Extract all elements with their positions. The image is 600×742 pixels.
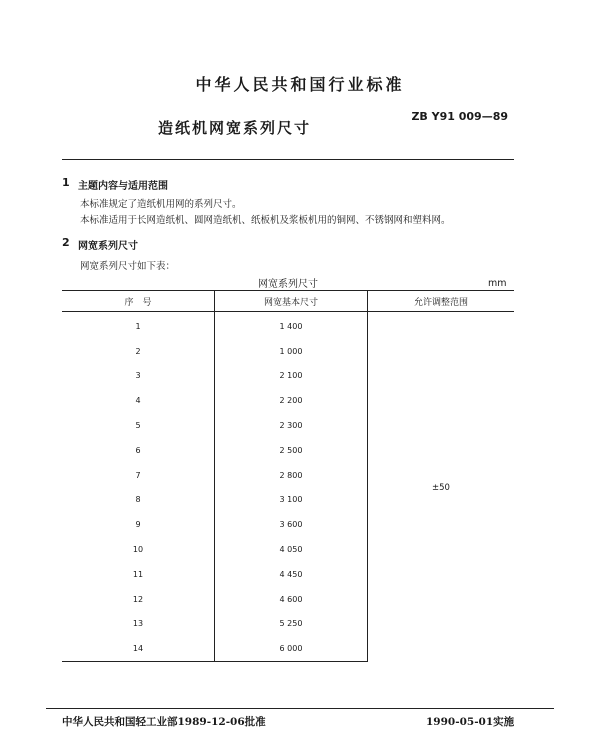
row-width: 2 100	[215, 364, 368, 389]
row-number: 7	[135, 470, 141, 480]
tolerance-value: ±50	[368, 312, 515, 662]
row-number: 13	[132, 619, 144, 629]
row-width: 4 450	[215, 562, 368, 587]
row-width: 4 050	[215, 537, 368, 562]
row-width: 6 000	[215, 636, 368, 661]
section-2-paragraph-1: 网宽系列尺寸如下表：	[80, 261, 176, 272]
table-caption: 网宽系列尺寸	[258, 279, 318, 290]
row-width: 3 600	[215, 512, 368, 537]
column-header-basic-width: 网宽基本尺寸	[215, 291, 368, 312]
row-width: 2 500	[215, 438, 368, 463]
table-unit: mm	[488, 278, 507, 289]
row-number: 6	[135, 445, 141, 455]
row-number: 5	[135, 421, 141, 431]
row-number: 3	[135, 371, 141, 381]
footer-divider	[46, 708, 554, 709]
row-number: 11	[132, 569, 144, 579]
row-width: 4 600	[215, 587, 368, 612]
row-width: 2 800	[215, 463, 368, 488]
approval-line: 中华人民共和国轻工业部1989-12-06批准	[62, 716, 266, 728]
standard-code: ZB Y91 009—89	[411, 110, 508, 123]
section-2-number: 2	[62, 236, 70, 249]
standard-category: 中华人民共和国行业标准	[195, 75, 405, 94]
row-width: 5 250	[215, 612, 368, 637]
section-2-title: 网宽系列尺寸	[78, 241, 138, 252]
row-number: 8	[135, 495, 141, 505]
row-width: 2 300	[215, 413, 368, 438]
row-width: 2 200	[215, 388, 368, 413]
row-number: 2	[135, 346, 141, 356]
section-1-paragraph-1: 本标准规定了造纸机用网的系列尺寸。	[80, 199, 242, 210]
row-number: 12	[132, 594, 144, 604]
table-header-row	[62, 291, 514, 312]
row-number: 1	[135, 321, 141, 331]
row-width: 3 100	[215, 488, 368, 513]
document-title: 造纸机网宽系列尺寸	[158, 119, 312, 137]
effective-date: 1990-05-01实施	[426, 716, 515, 728]
row-number: 10	[132, 545, 144, 555]
row-width: 1 000	[215, 339, 368, 364]
width-series-table	[62, 290, 514, 662]
column-header-number: 序 号	[62, 291, 215, 312]
header-divider	[62, 159, 514, 160]
row-number: 14	[62, 636, 215, 661]
section-1-paragraph-2: 本标准适用于长网造纸机、圆网造纸机、纸板机及浆板机用的铜网、不锈钢网和塑料网。	[80, 215, 451, 226]
row-number: 9	[135, 520, 141, 530]
column-header-tolerance: 允许调整范围	[368, 291, 515, 312]
row-width: 1 400	[215, 312, 368, 339]
section-1-title: 主题内容与适用范围	[78, 181, 168, 192]
row-number: 4	[135, 396, 141, 406]
table-row	[62, 312, 514, 339]
section-1-number: 1	[62, 176, 70, 189]
